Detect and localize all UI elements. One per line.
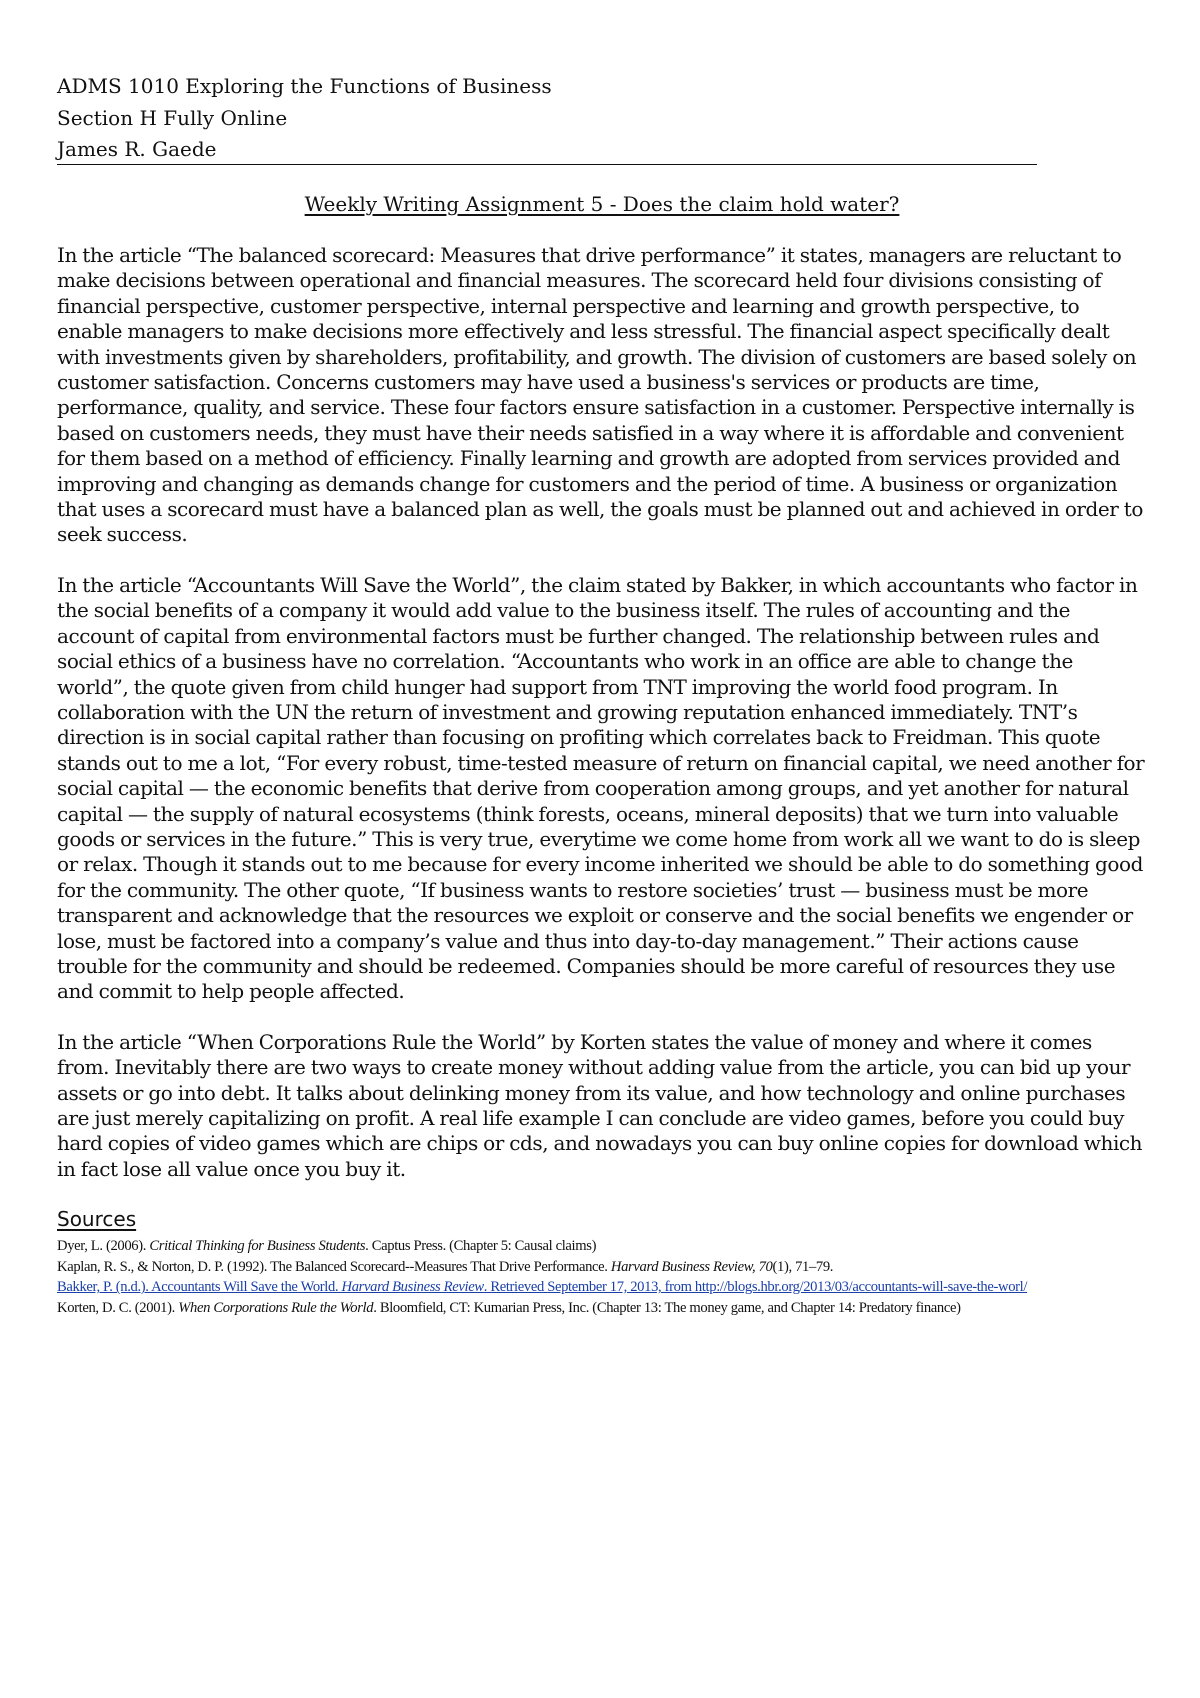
reference-item-kaplan xyxy=(57,1257,1147,1278)
reference-text: Korten, D. C. (2001). xyxy=(57,1299,179,1316)
reference-item-dyer xyxy=(57,1236,1147,1257)
course-title: ADMS 1010 Exploring the Functions of Business xyxy=(57,74,552,98)
paragraph-balanced-scorecard: In the article “The balanced scorecard: Measures that drive performance” it states, managers are reluctant to make decisions between operational and financial measures. The scorecard held four divisions consisting of financial perspective, customer perspective, internal perspective and learning and growth perspective, to enable managers to make decisions more effectively and less stressful. The financial aspect specifically dealt with investments given by shareholders, profitability, and growth. The division of customers are based solely on customer satisfaction. Concerns customers may have used a business's services or products are time, performance, quality, and service. These four factors ensure satisfaction in a customer. Perspective internally is based on customers needs, they must have their needs satisfied in a way where it is affordable and convenient for them based on a method of efficiency. Finally learning and growth are adopted from services provided and improving and changing as demands change for customers and the period of time. A business or organization that uses a scorecard must have a balanced plan as well, the goals must be planned out and achieved in order to seek success. xyxy=(57,243,1143,547)
reference-title[interactable]: Harvard Business Review xyxy=(341,1279,484,1296)
sources-heading: Sources xyxy=(57,1207,137,1232)
reference-text: (1), 71–79. xyxy=(772,1258,834,1275)
paragraph-corporations: In the article “When Corporations Rule the World” by Korten states the value of money and where it comes from. Inevitably there are two ways to create money without adding value from the article, you can bid up your assets or go into debt. It talks about delinking money from its value, and how technology and online purchases are just merely capitalizing on profit. A real life example I can conclude are video games, before you could buy hard copies of video games which are chips or cds, and nowadays you can buy online copies for download which in fact lose all value once you buy it. xyxy=(57,1029,1143,1181)
reference-text: Kaplan, R. S., & Norton, D. P. (1992). The Balanced Scorecard--Measures That Drive Performance. xyxy=(57,1258,611,1275)
assignment-title-text: Weekly Writing Assignment 5 - Does the claim hold water? xyxy=(304,192,900,216)
reference-link-bakker[interactable] xyxy=(57,1277,1147,1298)
assignment-title xyxy=(57,189,1147,219)
course-section: Section H Fully Online xyxy=(57,106,288,130)
reference-title: Harvard Business Review, 70 xyxy=(610,1258,773,1275)
reference-text[interactable]: Bakker, P. (n.d.). Accountants Will Save the World. xyxy=(57,1279,342,1296)
reference-list xyxy=(57,1236,1147,1318)
reference-title: When Corporations Rule the World xyxy=(178,1299,374,1316)
reference-text: Dyer, L. (2006). xyxy=(57,1238,150,1255)
paragraph-accountants: In the article “Accountants Will Save the World”, the claim stated by Bakker, in which accountants who factor in the social benefits of a company it would add value to the business itself. The rules of accounting and the account of capital from environmental factors must be further changed. The relationship between rules and social ethics of a business have no correlation. “Accountants who work in an office are able to change the world”, the quote given from child hunger had support from TNT improving the world food program. In collaboration with the UN the return of investment and growing reputation enhanced immediately. TNT’s direction is in social capital rather than focusing on profiting which correlates back to Freidman. This quote stands out to me a lot, “For every robust, time-tested measure of return on financial capital, we need another for social capital — the economic benefits that derive from cooperation among groups, and yet another for natural capital — the supply of natural ecosystems (think forests, oceans, mineral deposits) that we turn into valuable goods or services in the future.” This is very true, everytime we come home from work all we want to do is sleep or relax. Though it stands out to me because for every income inherited we should be able to do something good for the community. The other quote, “If business wants to restore societies’ trust — business must be more transparent and acknowledge that the resources we exploit or conserve and the social benefits we engender or lose, must be factored into a company’s value and thus into day-to-day management.” Their actions cause trouble for the community and should be redeemed. Companies should be more careful of resources they use and commit to help people affected. xyxy=(57,572,1145,1004)
author-name: James R. Gaede xyxy=(57,134,1037,165)
reference-text: . Captus Press. (Chapter 5: Causal claims) xyxy=(365,1238,597,1255)
reference-text: . Bloomfield, CT: Kumarian Press, Inc. (Chapter 13: The money game, and Chapter 14: Predatory finance) xyxy=(373,1299,961,1316)
reference-item-korten xyxy=(57,1298,1147,1319)
reference-title: Critical Thinking for Business Students xyxy=(149,1238,366,1255)
reference-url[interactable]: . Retrieved September 17, 2013, from http://blogs.hbr.org/2013/03/accountants-will-save-the-worl/ xyxy=(483,1279,1028,1296)
document-page xyxy=(57,70,1147,1318)
